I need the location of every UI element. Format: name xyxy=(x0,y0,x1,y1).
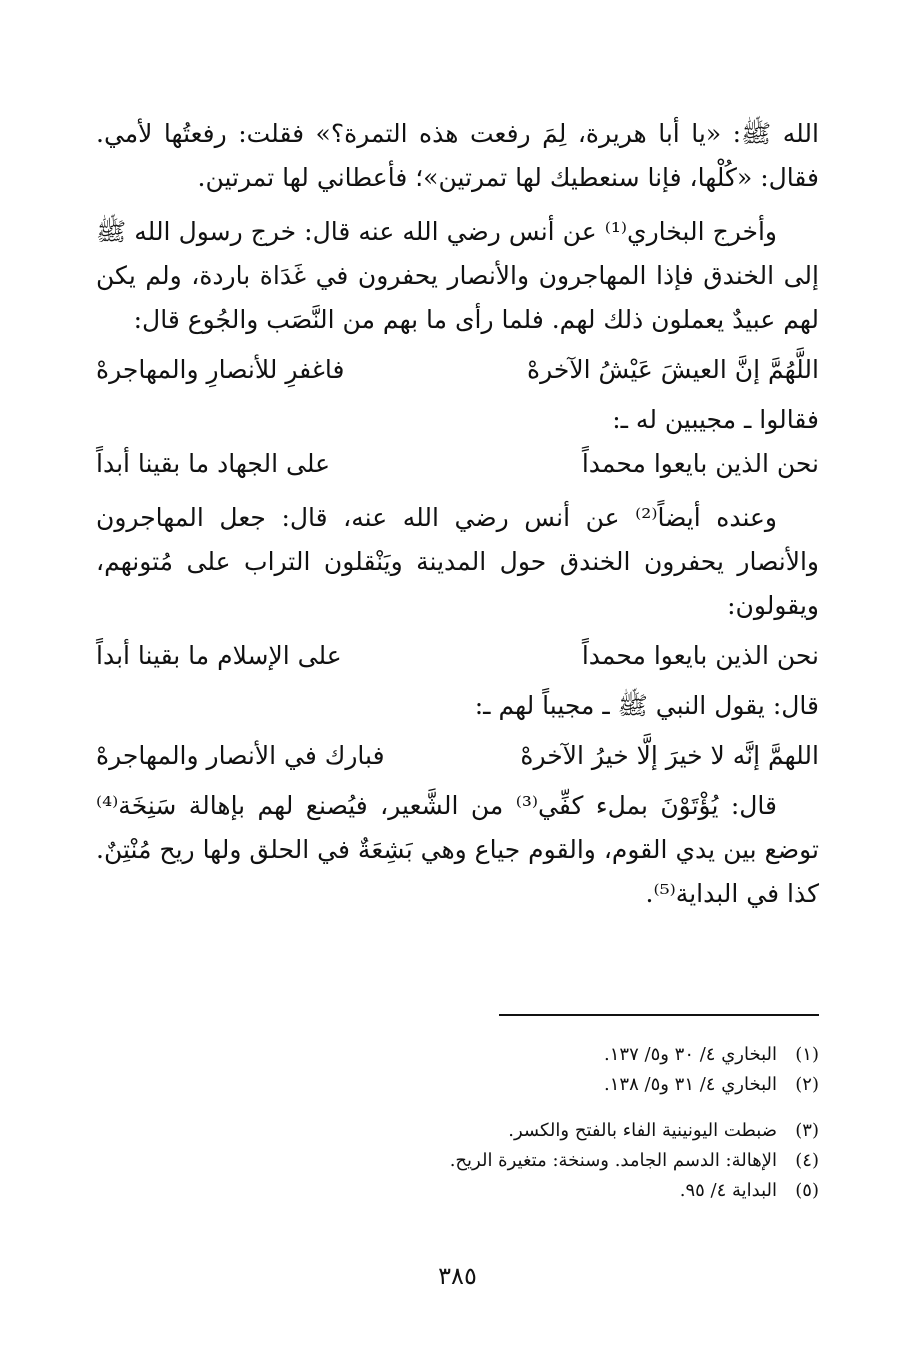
footnote-separator xyxy=(499,1014,819,1016)
verse-4 xyxy=(96,734,819,778)
footnote-1 xyxy=(96,1040,819,1070)
paragraph-reply-intro: فقالوا ـ مجيبين له ـ: xyxy=(612,405,819,434)
footnote-text: البخاري ٤/ ٣٠ و٥/ ١٣٧. xyxy=(604,1044,777,1065)
verse-1-second-hemistich: فاغفرِ للأنصارِ والمهاجرهْ xyxy=(96,355,345,384)
verse-2 xyxy=(96,442,819,486)
footnote-number: (٣) xyxy=(795,1120,819,1141)
footnote-number: (٤) xyxy=(795,1150,819,1171)
verse-2-second-hemistich: على الجهاد ما بقينا أبداً xyxy=(96,449,331,478)
verse-3-first-hemistich: نحن الذين بايعوا محمداً xyxy=(581,641,819,670)
paragraph-bukhari-khandaq: وأخرج البخاري⁽¹⁾ عن أنس رضي الله عنه قال: خرج رسول الله ﷺ إلى الخندق فإذا المهاجرون والأنصار يحفرون في غَدَاة باردة، ولم يكن لهم عبيدٌ يعملون ذلك لهم. فلما رأى ما بهم من النَّصَب والجُوع قال: xyxy=(96,217,819,334)
footnotes xyxy=(96,1040,819,1206)
footnote-2 xyxy=(96,1070,819,1100)
footnote-text: البداية ٤/ ٩٥. xyxy=(679,1180,777,1201)
footnote-4 xyxy=(96,1146,819,1176)
verse-4-first-hemistich: اللهمَّ إنَّه لا خيرَ إلَّا خيرُ الآخرهْ xyxy=(520,741,819,770)
verse-4-second-hemistich: فبارك في الأنصار والمهاجرهْ xyxy=(96,741,385,770)
footnote-text: البخاري ٤/ ٣١ و٥/ ١٣٨. xyxy=(604,1074,777,1095)
footnote-number: (٢) xyxy=(795,1074,819,1095)
footnote-text: ضبطت اليونينية الفاء بالفتح والكسر. xyxy=(508,1120,777,1141)
verse-3-second-hemistich: على الإسلام ما بقينا أبداً xyxy=(96,641,342,670)
page-number: ٣٨٥ xyxy=(438,1262,477,1290)
footnote-number: (١) xyxy=(795,1044,819,1065)
paragraph-barley-food: قال: يُؤْتَوْنَ بملء كفِّي⁽³⁾ من الشَّعير، فيُصنع لهم بإهالة سَنِخَة⁽⁴⁾ توضع بين يدي القوم، والقوم جياع وهي بَشِعَةٌ في الحلق ولها ريح مُنْتِنٌ. كذا في البداية⁽⁵⁾. xyxy=(96,791,819,908)
paragraph-anas-digging: وعنده أيضاً⁽²⁾ عن أنس رضي الله عنه، قال: جعل المهاجرون والأنصار يحفرون الخندق حول المدينة ويَنْقلون التراب على مُتونهم، ويقولون: xyxy=(96,503,819,620)
verse-1 xyxy=(96,348,819,392)
footnote-number: (٥) xyxy=(795,1180,819,1201)
footnote-text: الإهالة: الدسم الجامد. وسنخة: متغيرة الريح. xyxy=(449,1150,777,1171)
footnote-3 xyxy=(96,1116,819,1146)
verse-3 xyxy=(96,634,819,678)
verse-1-first-hemistich: اللَّهُمَّ إنَّ العيشَ عَيْشُ الآخرهْ xyxy=(526,355,819,384)
paragraph-prophet-reply-intro: قال: يقول النبي ﷺ ـ مجيباً لهم ـ: xyxy=(474,691,819,720)
paragraph-hadith-continuation: الله ﷺ: «يا أبا هريرة، لِمَ رفعت هذه التمرة؟» فقلت: رفعتُها لأمي. فقال: «كُلْها، فإنا سنعطيك لها تمرتين»؛ فأعطاني لها تمرتين. xyxy=(96,119,819,192)
footnote-5 xyxy=(96,1176,819,1206)
verse-2-first-hemistich: نحن الذين بايعوا محمداً xyxy=(581,449,819,478)
